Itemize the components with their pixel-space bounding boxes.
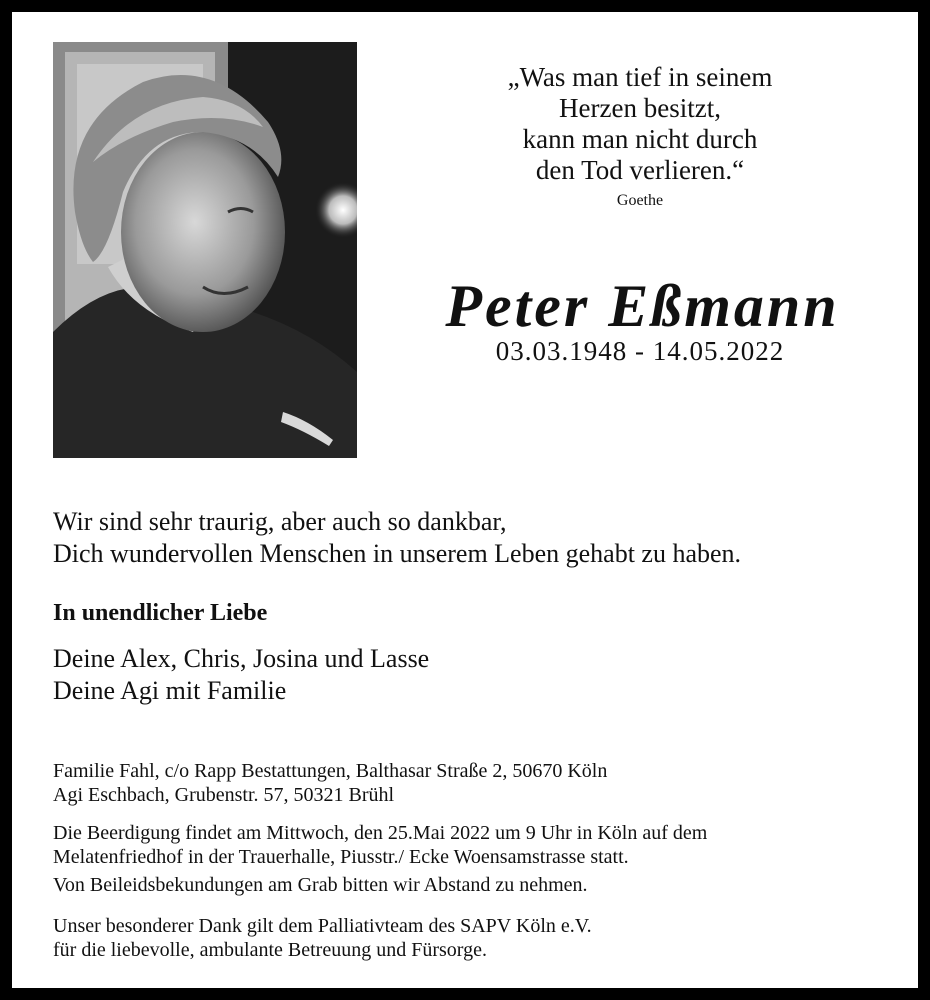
portrait-illustration — [53, 42, 357, 458]
portrait-photo — [53, 42, 357, 458]
funeral-line: Melatenfriedhof in der Trauerhalle, Piusstr./ Ecke Woensamstrasse statt. — [53, 846, 629, 868]
address-line: Agi Eschbach, Grubenstr. 57, 50321 Brühl — [53, 784, 395, 806]
funeral-info — [53, 821, 707, 897]
quote-line: kann man nicht durch — [522, 124, 758, 154]
life-dates: 03.03.1948 - 14.05.2022 — [495, 336, 785, 366]
quote-line: den Tod verlieren.“ — [535, 155, 745, 185]
intro-line: Wir sind sehr traurig, aber auch so dankbar, — [53, 507, 507, 536]
thanks-note — [53, 914, 592, 962]
mourner-line: Deine Alex, Chris, Josina und Lasse — [53, 644, 430, 673]
funeral-line: Von Beileidsbekundungen am Grab bitten wir Abstand zu nehmen. — [53, 874, 588, 896]
intro-text — [53, 506, 741, 570]
deceased-name: Peter Eßmann — [445, 273, 840, 339]
quote — [420, 62, 860, 186]
quote-author: Goethe — [616, 192, 664, 209]
intro-line: Dich wundervollen Menschen in unserem Leben gehabt zu haben. — [53, 539, 742, 568]
thanks-line: für die liebevolle, ambulante Betreuung und Fürsorge. — [53, 939, 487, 961]
quote-line: „Was man tief in seinem — [507, 62, 773, 92]
funeral-line: Die Beerdigung findet am Mittwoch, den 25.Mai 2022 um 9 Uhr in Köln auf dem — [53, 822, 708, 844]
mourners-list — [53, 643, 429, 707]
quote-line: Herzen besitzt, — [559, 93, 721, 123]
mourners-heading: In unendlicher Liebe — [53, 600, 268, 626]
thanks-line: Unser besonderer Dank gilt dem Palliativteam des SAPV Köln e.V. — [53, 915, 592, 937]
addresses — [53, 759, 607, 807]
address-line: Familie Fahl, c/o Rapp Bestattungen, Balthasar Straße 2, 50670 Köln — [53, 760, 608, 782]
mourner-line: Deine Agi mit Familie — [53, 676, 287, 705]
